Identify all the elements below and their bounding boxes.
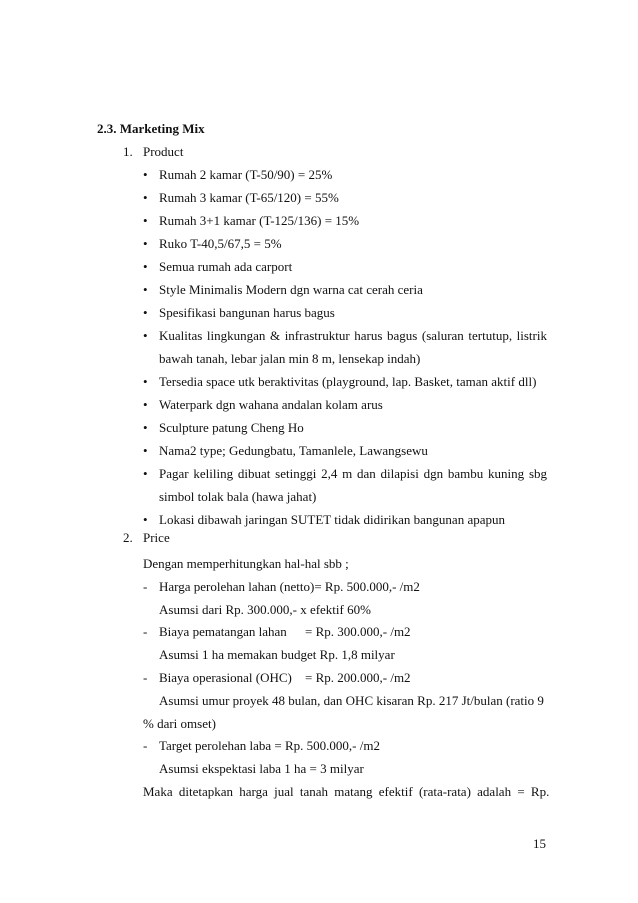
dash-marker: - <box>143 738 148 754</box>
dash-marker: - <box>143 669 148 685</box>
price-item-development-cost <box>143 621 547 644</box>
section-heading: 2.3. Marketing Mix <box>97 121 205 136</box>
land-cost-text: Harga perolehan lahan (netto)= Rp. 500.000,- /m2 <box>159 578 420 594</box>
operational-cost-note-line1: Asumsi umur proyek 48 bulan, dan OHC kisaran Rp. 217 Jt/bulan (ratio 9 <box>159 692 544 708</box>
list-item: • Tersedia space utk beraktivitas (playground, lap. Basket, taman aktif dll) <box>143 370 547 393</box>
list-item: • Ruko T-40,5/67,5 = 5% <box>143 232 547 255</box>
product-section-title <box>123 144 183 160</box>
list-item: • Rumah 3+1 kamar (T-125/136) = 15% <box>143 209 547 232</box>
list-item: • Rumah 2 kamar (T-50/90) = 25% <box>143 163 547 186</box>
profit-target-note: Asumsi ekspektasi laba 1 ha = 3 milyar <box>159 761 364 777</box>
price-item-operational-cost <box>143 667 547 690</box>
price-closing: Maka ditetapkan harga jual tanah matang efektif (rata-rata) adalah = Rp. <box>143 783 550 799</box>
price-content <box>143 553 550 804</box>
price-item-land-cost <box>143 576 547 599</box>
list-item: • Nama2 type; Gedungbatu, Tamanlele, Lawangsewu <box>143 439 547 462</box>
list-item: • Waterpark dgn wahana andalan kolam arus <box>143 393 547 416</box>
operational-cost-label: Biaya operasional (OHC) <box>159 669 292 685</box>
operational-cost-note-line2: % dari omset) <box>143 715 216 731</box>
dash-marker: - <box>143 624 148 640</box>
list-item: • Pagar keliling dibuat setinggi 2,4 m dan dilapisi dgn bambu kuning sbg simbol tolak bala (hawa jahat) <box>143 462 547 508</box>
price-number: 2. <box>123 530 133 545</box>
land-cost-note: Asumsi dari Rp. 300.000,- x efektif 60% <box>159 601 371 617</box>
development-cost-label: Biaya pematangan lahan <box>159 624 287 640</box>
list-item: • Kualitas lingkungan & infrastruktur harus bagus (saluran tertutup, listrik bawah tanah, lebar jalan min 8 m, lensekap indah) <box>143 324 547 370</box>
price-intro: Dengan memperhitungkan hal-hal sbb ; <box>143 556 349 571</box>
price-title: Price <box>143 530 170 545</box>
operational-cost-value: = Rp. 200.000,- /m2 <box>305 669 411 685</box>
dash-marker: - <box>143 578 148 594</box>
profit-target-text: Target perolehan laba = Rp. 500.000,- /m2 <box>159 738 380 754</box>
price-section-title <box>123 530 170 546</box>
price-item-profit-target <box>143 735 547 758</box>
page-number: 15 <box>533 836 546 851</box>
list-item: • Rumah 3 kamar (T-65/120) = 55% <box>143 186 547 209</box>
list-item: • Lokasi dibawah jaringan SUTET tidak didirikan bangunan apapun <box>143 508 547 531</box>
list-item: • Sculpture patung Cheng Ho <box>143 416 547 439</box>
development-cost-note: Asumsi 1 ha memakan budget Rp. 1,8 milyar <box>159 647 395 663</box>
product-bullet-list <box>143 163 547 531</box>
list-item: • Spesifikasi bangunan harus bagus <box>143 301 547 324</box>
list-item: • Style Minimalis Modern dgn warna cat cerah ceria <box>143 278 547 301</box>
list-item: • Semua rumah ada carport <box>143 255 547 278</box>
product-title: Product <box>143 144 184 159</box>
development-cost-value: = Rp. 300.000,- /m2 <box>305 624 411 640</box>
product-number: 1. <box>123 144 133 159</box>
